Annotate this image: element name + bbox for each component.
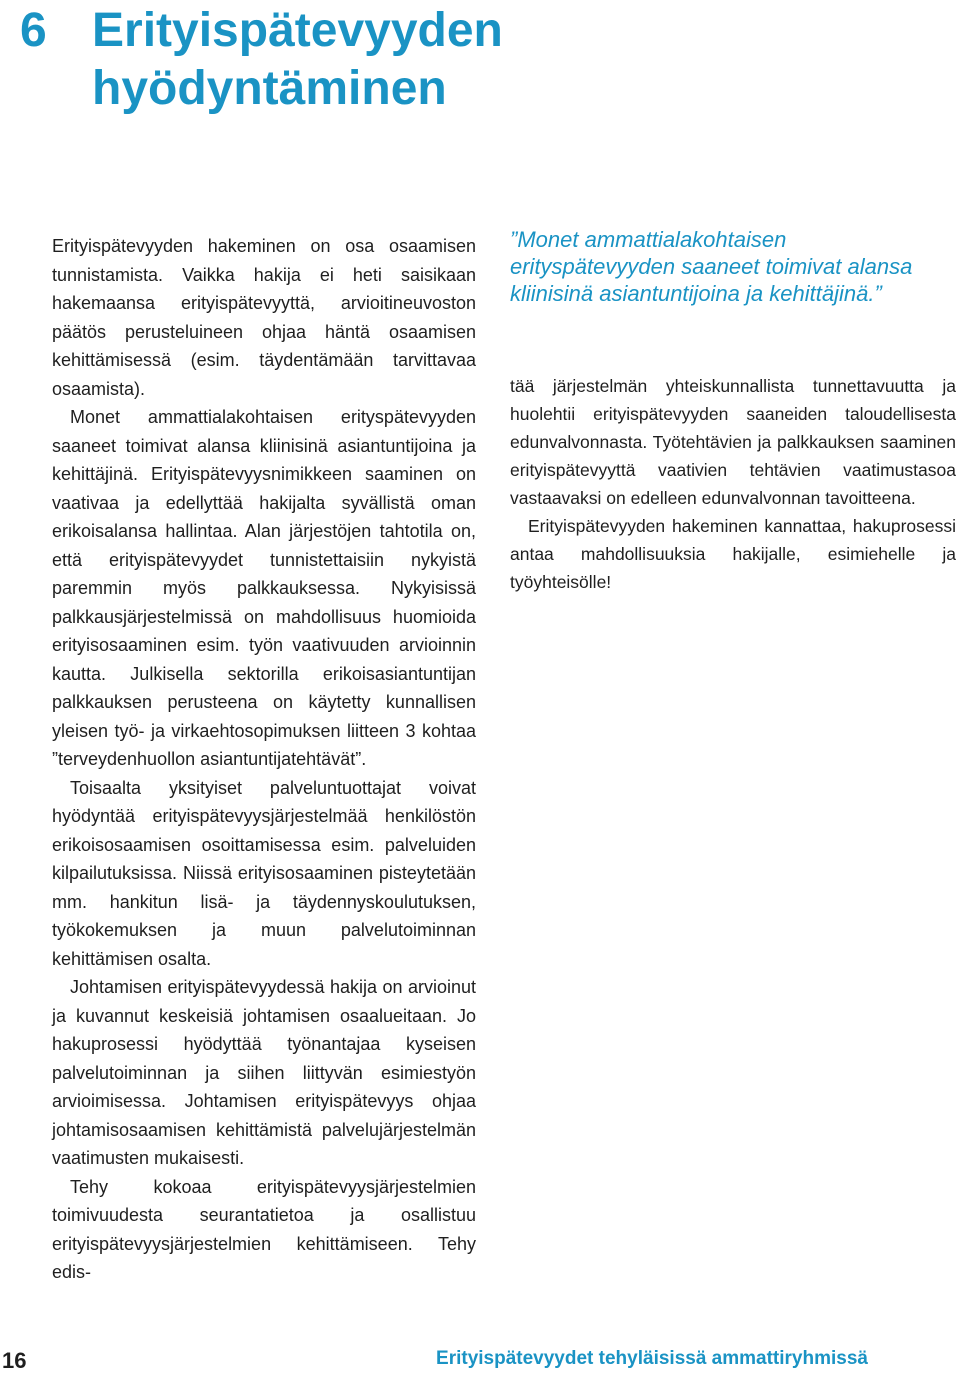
paragraph: Johtamisen erityispätevyydessä hakija on arvioinut ja kuvannut keskeisiä johtamisen osaalueitaan. Jo hakuprosessi hyödyttää työnantajaa kyseisen palvelutoiminnan ja siihen liittyvän esimiestyön arvioimisessa. Johtamisen erityispätevyys ohjaa johtamisosaamisen kehittämistä palvelujärjestelmän vaatimusten mukaisesti. bbox=[52, 977, 476, 1168]
body-column-right bbox=[510, 372, 956, 596]
paragraph: Tehy kokoaa erityispätevyysjärjestelmien toimivuudesta seurantatietoa ja osallistuu erityispätevyysjärjestelmien kehittämiseen. Tehy edis- bbox=[52, 1176, 476, 1282]
page-number: 16 bbox=[2, 1348, 27, 1373]
paragraph: Erityispätevyyden hakeminen kannattaa, hakuprosessi antaa mahdollisuuksia hakijalle, esimiehelle ja työyhteisölle! bbox=[510, 516, 956, 592]
pull-quote: ”Monet ammattialakohtaisen erityspätevyyden saaneet toimivat alansa kliinisinä asiantuntijoina ja kehittäjinä.” bbox=[510, 227, 913, 306]
paragraph: Erityispätevyyden hakeminen on osa osaamisen tunnistamista. Vaikka hakija ei heti saisikaan hakemaansa erityispätevyyttä, arvioitineuvoston päätös perusteluineen ohjaa häntä osaamisen kehittämisessä (esim. täydentämään tarvittavaa osaamista). bbox=[52, 236, 476, 399]
paragraph: Monet ammattialakohtaisen erityspätevyyden saaneet toimivat alansa kliinisinä asiantuntijoina ja kehittäjinä. Erityispätevyysnimikkeen saaminen on vaativaa ja edellyttää hakijalta syvällistä oman erikoisalansa hallintaa. Alan järjestöjen tahtotila on, että erityispätevyydet tunnistettaisiin nykyistä paremmin myös palkkauksessa. Nykyisissä palkkausjärjestelmissä on mahdollisuus huomioida erityisosaaminen esim. työn vaativuuden arvioinnin kautta. Julkisella sektorilla erikoisasiantuntijan palkkauksen perusteena on käytetty kunnallisen yleisen työ- ja virkaehtosopimuksen liitteen 3 kohtaa ”terveydenhuollon asiantuntijatehtävät”. bbox=[52, 407, 476, 769]
chapter-title-line-1: Erityispätevyyden bbox=[92, 4, 503, 57]
publication-title: Erityispätevyydet tehyläisissä ammattiryhmissä bbox=[436, 1348, 868, 1369]
chapter-number: 6 bbox=[20, 4, 47, 57]
paragraph: tää järjestelmän yhteiskunnallista tunnettavuutta ja huolehtii erityispätevyyden saaneiden taloudellisesta edunvalvonnasta. Työtehtävien ja palkkauksen saaminen erityispätevyyttä vaativien tehtävien vaatimustasoa vastaavaksi on edelleen edunvalvonnan tavoitteena. bbox=[510, 376, 956, 508]
body-column-left bbox=[52, 232, 476, 1287]
chapter-title bbox=[92, 2, 652, 118]
paragraph: Toisaalta yksityiset palveluntuottajat voivat hyödyntää erityispätevyysjärjestelmää henkilöstön erikoisosaamisen osoittamisessa esim. palveluiden kilpailutuksissa. Niissä erityisosaaminen pisteytetään mm. hankitun lisä- ja täydennyskoulutuksen, työkokemuksen ja muun palvelutoiminnan kehittämisen osalta. bbox=[52, 777, 476, 969]
chapter-title-line-2: hyödyntäminen bbox=[92, 62, 447, 115]
